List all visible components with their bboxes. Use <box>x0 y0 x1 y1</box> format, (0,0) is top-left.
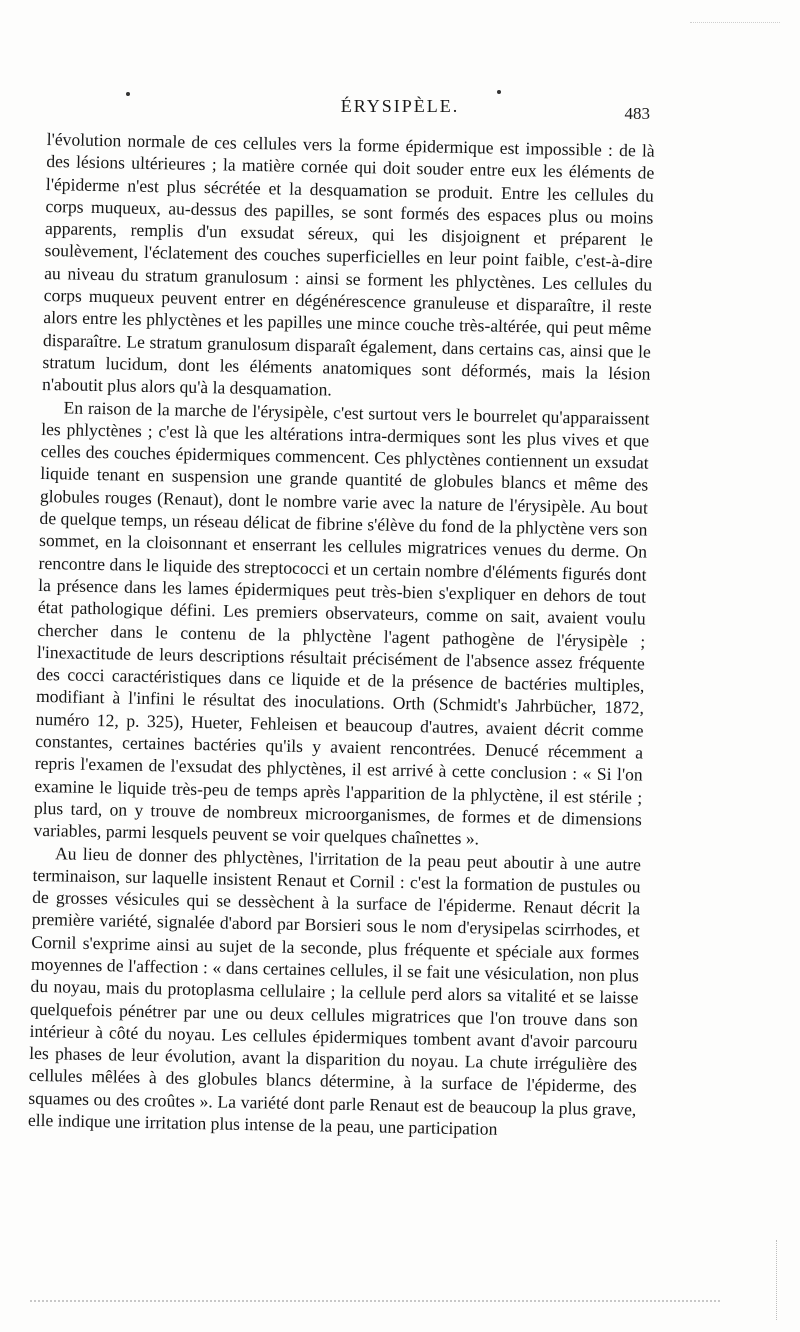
body-text <box>28 128 655 1143</box>
running-title: ÉRYSIPÈLE. <box>340 96 460 116</box>
paragraph-1: l'évolution normale de ces cellules vers la forme épidermique est impossible : de là des lésions ultérieures ; la matière cornée qui doit souder entre eux les éléments de l'épiderme n'est plus sécrétée et la desquamation se produit. Entre les cellules du corps muqueux, au-dessus des papilles, se sont formés des espaces plus ou moins apparents, remplis d'un exsudat séreux, qui les disjoignent et préparent le soulèvement, l'éclatement des couches superficielles en leur point faible, c'est-à-dire au niveau du stratum granulosum : ainsi se forment les phlyctènes. Les cellules du corps muqueux peuvent entrer en dégénérescence granuleuse et disparaître, il reste alors entre les phlyctènes et les papilles une mince couche très-altérée, qui peut même disparaître. Le stratum granulosum disparaît également, dans certains cas, ainsi que le stratum lucidum, dont les éléments anatomiques sont déformés, mais la lésion n'aboutit plus alors qu'à la desquamation. <box>41 128 655 400</box>
scan-artifact-bottom <box>30 1300 720 1302</box>
paragraph-3: Au lieu de donner des phlyctènes, l'irritation de la peau peut aboutir à une autre terminaison, sur laquelle insistent Renaut et Cornil : c'est la formation de pustules ou de grosses vésicules qui se dessèchent à la surface de l'épiderme. Renaut décrit la première variété, signalée d'abord par Borsieri sous le nom d'erysipelas scirrhodes, et Cornil s'exprime ainsi au sujet de la seconde, plus fréquente et spéciale aux formes moyennes de l'affection : « dans certaines cellules, il se fait une vésiculation, non plus du noyau, mais du protoplasma cellulaire ; la cellule perd alors sa vitalité et se laisse quelquefois pénétrer par une ou deux cellules migratrices que l'on trouve dans son intérieur à côté du noyau. Les cellules épidermiques tombent avant d'avoir parcouru les phases de leur évolution, avant la disparition du noyau. La chute irrégulière des cellules mêlées à des globules blancs détermine, à la surface de l'épiderme, des squames ou des croûtes ». La variété dont parle Renaut est de beaucoup la plus grave, elle indique une irritation plus intense de la peau, une participation <box>27 842 642 1139</box>
scan-artifact-top <box>690 22 780 33</box>
running-head <box>0 96 800 122</box>
page-number: 483 <box>624 104 650 123</box>
ink-speck <box>497 90 501 94</box>
scan-artifact-edge <box>776 1240 783 1320</box>
paragraph-2: En raison de la marche de l'érysipèle, c'est surtout vers le bourrelet qu'apparaissent les phlyctènes ; c'est là que les altérations intra-dermiques sont les plus vives et que celles des couches épidermiques commencent. Ces phlyctènes contiennent un exsudat liquide tenant en suspension une grande quantité de globules blancs et même des globules rouges (Renaut), dont le nombre varie avec la nature de l'érysipèle. Au bout de quelque temps, un réseau délicat de fibrine s'élève du fond de la phlyctène vers son sommet, en la cloisonnant et enserrant les cellules migratrices venues du derme. On rencontre dans le liquide des streptococci et un certain nombre d'éléments figurés dont la présence dans les lames épidermiques peut très-bien s'expliquer en dehors de tout état pathologique défini. Les premiers observateurs, comme on sait, avaient voulu chercher dans le contenu de la phlyctène l'agent pathogène de l'érysipèle ; l'inexactitude de leurs descriptions résultait précisément de l'absence assez fréquente des cocci caractéristiques dans ce liquide et de la présence de bactéries multiples, modifiant à l'infini le résultat des inoculations. Orth (Schmidt's Jahrbücher, 1872, numéro 12, p. 325), Hueter, Fehleisen et beaucoup d'autres, avaient décrit comme constantes, certaines bactéries qu'ils y avaient rencontrées. Denucé récemment a repris l'examen de l'exsudat des phlyctènes, il est arrivé à cette conclusion : « Si l'on examine le liquide très-peu de temps après l'apparition de la phlyctène, il est stérile ; plus tard, on y trouve de nombreux microorganismes, de formes et de dimensions variables, parmi lesquels peuvent se voir quelques chaînettes ». <box>33 396 650 849</box>
